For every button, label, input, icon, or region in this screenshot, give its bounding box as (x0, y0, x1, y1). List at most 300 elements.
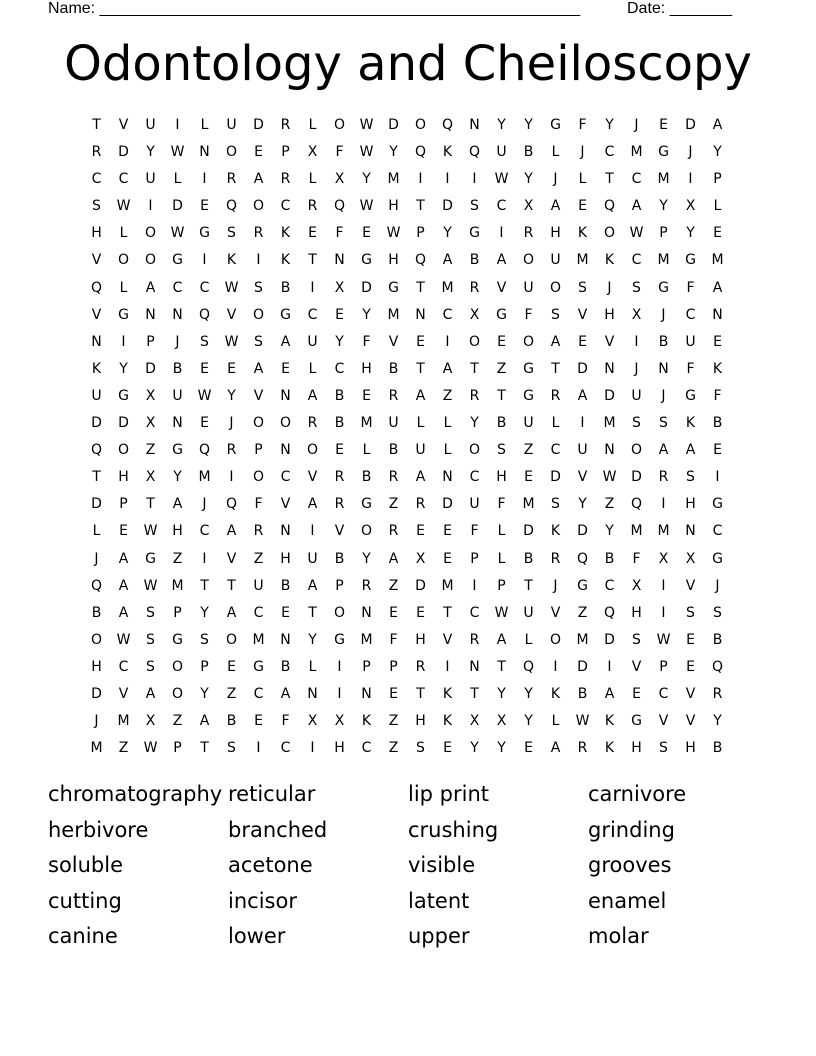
grid-letter: T (92, 469, 101, 486)
grid-letter: R (253, 523, 264, 540)
grid-letter: Y (686, 225, 695, 242)
grid-letter: J (175, 333, 180, 350)
grid-letter: N (334, 252, 345, 269)
grid-letter: Y (146, 144, 155, 161)
grid-letter: Y (605, 117, 614, 133)
grid-letter: E (362, 225, 371, 242)
grid-letter: K (604, 740, 615, 757)
grid-letter: J (715, 577, 720, 594)
grid-letter: O (522, 333, 535, 350)
grid-letter: N (280, 631, 291, 648)
grid-letter: N (280, 523, 291, 540)
grid-letter: P (470, 550, 479, 567)
grid-letter: H (631, 740, 642, 757)
grid-letter: H (550, 225, 561, 242)
grid-letter: I (202, 550, 207, 567)
grid-letter: M (603, 415, 616, 432)
word-list-item: acetone (228, 853, 313, 878)
grid-letter: I (202, 171, 207, 188)
grid-letter: F (497, 496, 506, 513)
grid-letter: W (575, 713, 590, 730)
grid-letter: E (389, 685, 398, 702)
grid-letter: M (630, 523, 643, 540)
grid-letter: O (306, 442, 319, 459)
grid-letter: L (119, 225, 128, 242)
grid-letter: A (118, 577, 129, 594)
grid-letter: N (469, 658, 480, 675)
grid-letter: E (659, 117, 668, 133)
grid-letter: V (631, 658, 642, 675)
grid-letter: U (145, 117, 156, 133)
grid-letter: I (661, 604, 666, 621)
grid-letter: O (252, 198, 265, 215)
grid-letter: B (388, 442, 399, 459)
grid-letter: D (577, 360, 588, 377)
grid-letter: Y (443, 225, 452, 242)
grid-letter: G (712, 550, 723, 567)
grid-letter: R (712, 685, 723, 702)
grid-letter: R (469, 387, 480, 404)
grid-letter: T (200, 577, 209, 594)
grid-letter: E (227, 360, 236, 377)
grid-letter: E (713, 225, 722, 242)
grid-letter: I (418, 171, 423, 188)
grid-letter: Z (253, 550, 264, 567)
grid-letter: I (256, 252, 261, 269)
grid-letter: P (254, 442, 263, 459)
grid-letter: I (607, 658, 612, 675)
grid-letter: B (280, 279, 291, 296)
grid-letter: K (361, 713, 372, 730)
grid-letter: V (118, 117, 129, 133)
grid-letter: B (280, 658, 291, 675)
grid-letter: B (523, 144, 534, 161)
grid-letter: V (685, 713, 696, 730)
grid-letter: Y (470, 415, 479, 432)
grid-letter: A (604, 685, 615, 702)
grid-letter: M (198, 469, 211, 486)
grid-letter: D (415, 577, 426, 594)
grid-letter: G (253, 658, 264, 675)
grid-letter: E (416, 333, 425, 350)
grid-letter: E (200, 415, 209, 432)
word-list-item: crushing (408, 817, 499, 842)
grid-letter: P (713, 171, 722, 188)
grid-letter: N (604, 360, 615, 377)
grid-letter: K (550, 685, 561, 702)
grid-letter: F (335, 225, 344, 242)
grid-letter: I (499, 225, 504, 242)
grid-letter: C (334, 360, 345, 377)
grid-letter: Q (333, 198, 346, 215)
grid-letter: V (91, 252, 102, 269)
grid-letter: F (470, 523, 479, 540)
grid-letter: N (172, 415, 183, 432)
grid-letter: V (577, 306, 588, 323)
grid-letter: V (226, 306, 237, 323)
grid-letter: I (337, 685, 342, 702)
grid-letter: A (280, 685, 291, 702)
grid-letter: Q (576, 550, 589, 567)
grid-letter: E (281, 604, 290, 621)
grid-letter: H (280, 550, 291, 567)
grid-letter: Y (362, 306, 371, 323)
grid-letter: N (361, 685, 372, 702)
grid-letter: I (715, 469, 720, 486)
grid-letter: Q (225, 496, 238, 513)
grid-letter: G (685, 387, 696, 404)
grid-letter: C (280, 469, 291, 486)
grid-letter: T (200, 740, 209, 757)
grid-letter: U (523, 415, 534, 432)
grid-letter: N (91, 333, 102, 350)
grid-letter: Y (497, 117, 506, 133)
grid-letter: L (551, 144, 560, 161)
grid-letter: A (118, 550, 129, 567)
grid-letter: R (226, 442, 237, 459)
grid-letter: C (118, 658, 129, 675)
grid-letter: C (442, 306, 453, 323)
grid-letter: F (686, 279, 695, 296)
grid-letter: R (280, 117, 291, 133)
grid-letter: B (388, 360, 399, 377)
grid-letter: M (522, 496, 535, 513)
grid-letter: N (685, 523, 696, 540)
grid-letter: D (361, 279, 372, 296)
grid-letter: S (578, 279, 587, 296)
grid-letter: Q (603, 604, 616, 621)
grid-letter: A (145, 279, 156, 296)
grid-letter: C (712, 523, 723, 540)
grid-letter: I (472, 577, 477, 594)
grid-letter: Q (225, 198, 238, 215)
grid-letter: D (631, 469, 642, 486)
grid-letter: N (280, 387, 291, 404)
grid-letter: E (713, 442, 722, 459)
grid-letter: D (91, 685, 102, 702)
grid-letter: S (470, 198, 479, 215)
grid-letter: A (712, 279, 723, 296)
grid-letter: G (523, 387, 534, 404)
grid-letter: K (91, 360, 102, 377)
grid-letter: P (173, 740, 182, 757)
grid-letter: F (632, 550, 641, 567)
grid-letter: Q (468, 144, 481, 161)
grid-letter: P (416, 225, 425, 242)
grid-letter: Q (414, 144, 427, 161)
grid-letter: N (415, 306, 426, 323)
word-list-item: molar (588, 924, 649, 949)
grid-letter: Y (524, 117, 533, 133)
grid-letter: A (550, 198, 561, 215)
grid-letter: J (661, 306, 666, 323)
grid-letter: W (116, 631, 131, 648)
grid-letter: M (252, 631, 265, 648)
grid-letter: A (145, 685, 156, 702)
grid-letter: A (253, 360, 264, 377)
grid-letter: K (604, 252, 615, 269)
grid-letter: D (442, 198, 453, 215)
grid-letter: M (657, 523, 670, 540)
grid-letter: L (308, 171, 317, 188)
grid-letter: J (553, 171, 558, 188)
grid-letter: M (441, 577, 454, 594)
grid-letter: Z (577, 604, 588, 621)
grid-letter: Z (226, 685, 237, 702)
grid-letter: U (685, 333, 696, 350)
grid-letter: A (253, 171, 264, 188)
grid-letter: Z (172, 713, 183, 730)
grid-letter: B (712, 415, 723, 432)
grid-letter: Q (90, 442, 103, 459)
grid-letter: C (604, 577, 615, 594)
grid-letter: A (118, 604, 129, 621)
grid-letter: L (362, 442, 371, 459)
grid-letter: V (604, 333, 615, 350)
grid-letter: J (688, 144, 693, 161)
grid-letter: C (631, 252, 642, 269)
grid-letter: V (658, 713, 669, 730)
grid-letter: C (469, 469, 480, 486)
grid-letter: E (497, 333, 506, 350)
grid-letter: G (361, 496, 372, 513)
grid-letter: C (550, 442, 561, 459)
grid-letter: C (253, 685, 264, 702)
grid-letter: A (442, 252, 453, 269)
grid-letter: S (227, 225, 236, 242)
grid-letter: W (386, 225, 401, 242)
grid-letter: Y (308, 631, 317, 648)
grid-letter: Q (198, 306, 211, 323)
grid-letter: I (445, 658, 450, 675)
word-list-item: herbivore (48, 817, 149, 842)
grid-letter: Z (523, 442, 534, 459)
grid-letter: N (199, 144, 210, 161)
grid-letter: H (415, 713, 426, 730)
grid-letter: Q (522, 658, 535, 675)
word-list-item: enamel (588, 888, 667, 913)
grid-letter: K (280, 225, 291, 242)
grid-letter: Y (200, 604, 209, 621)
grid-letter: I (337, 658, 342, 675)
grid-letter: X (496, 713, 507, 730)
grid-letter: N (442, 469, 453, 486)
grid-letter: U (307, 550, 318, 567)
grid-letter: E (416, 604, 425, 621)
grid-letter: M (387, 171, 400, 188)
grid-letter: O (225, 144, 238, 161)
grid-letter: C (118, 171, 129, 188)
grid-letter: Z (388, 496, 399, 513)
grid-letter: A (442, 360, 453, 377)
grid-letter: V (253, 387, 264, 404)
grid-letter: T (443, 604, 452, 621)
grid-letter: N (172, 306, 183, 323)
grid-letter: K (577, 225, 588, 242)
grid-letter: O (468, 442, 481, 459)
grid-letter: H (604, 306, 615, 323)
grid-letter: Z (172, 550, 183, 567)
grid-letter: I (445, 333, 450, 350)
grid-letter: Y (524, 171, 533, 188)
grid-letter: J (94, 550, 99, 567)
grid-letter: A (388, 550, 399, 567)
grid-letter: H (91, 225, 102, 242)
grid-letter: W (359, 144, 374, 161)
grid-letter: N (604, 442, 615, 459)
grid-letter: R (388, 523, 399, 540)
grid-letter: V (577, 469, 588, 486)
grid-letter: P (659, 225, 668, 242)
grid-letter: D (577, 658, 588, 675)
grid-letter: T (524, 577, 533, 594)
grid-letter: O (90, 631, 103, 648)
grid-letter: F (254, 496, 263, 513)
grid-letter: Z (388, 740, 399, 757)
grid-letter: B (226, 713, 237, 730)
grid-letter: R (361, 577, 372, 594)
grid-letter: U (577, 442, 588, 459)
grid-letter: O (414, 117, 427, 133)
grid-letter: B (334, 550, 345, 567)
grid-letter: O (144, 225, 157, 242)
grid-letter: G (577, 577, 588, 594)
grid-letter: W (143, 523, 158, 540)
grid-letter: E (713, 333, 722, 350)
grid-letter: U (523, 279, 534, 296)
grid-letter: N (280, 442, 291, 459)
grid-letter: E (416, 523, 425, 540)
grid-letter: N (658, 360, 669, 377)
word-list-item: branched (228, 817, 328, 842)
grid-letter: D (172, 198, 183, 215)
grid-letter: X (334, 713, 345, 730)
grid-letter: X (334, 171, 345, 188)
grid-letter: R (307, 415, 318, 432)
grid-letter: A (685, 442, 696, 459)
grid-letter: G (712, 496, 723, 513)
grid-letter: A (496, 252, 507, 269)
grid-letter: E (389, 604, 398, 621)
grid-letter: A (172, 496, 183, 513)
grid-letter: K (442, 685, 453, 702)
grid-letter: R (334, 496, 345, 513)
grid-letter: G (469, 225, 480, 242)
grid-letter: O (603, 225, 616, 242)
grid-letter: C (253, 604, 264, 621)
grid-letter: X (334, 279, 345, 296)
grid-letter: O (549, 279, 562, 296)
grid-letter: O (144, 252, 157, 269)
grid-letter: L (200, 117, 209, 133)
grid-letter: L (713, 198, 722, 215)
grid-letter: Y (524, 713, 533, 730)
grid-letter: I (202, 252, 207, 269)
grid-letter: G (685, 252, 696, 269)
grid-letter: W (170, 225, 185, 242)
grid-letter: V (496, 279, 507, 296)
grid-letter: H (415, 631, 426, 648)
grid-letter: R (280, 171, 291, 188)
grid-letter: O (117, 442, 130, 459)
grid-letter: G (334, 631, 345, 648)
word-list-item: cutting (48, 888, 122, 913)
grid-letter: E (362, 387, 371, 404)
grid-letter: T (416, 198, 425, 215)
grid-letter: S (686, 604, 695, 621)
grid-letter: X (145, 387, 156, 404)
grid-letter: G (388, 279, 399, 296)
grid-letter: T (497, 658, 506, 675)
grid-letter: A (415, 469, 426, 486)
grid-letter: O (171, 658, 184, 675)
grid-letter: M (630, 144, 643, 161)
grid-letter: K (604, 713, 615, 730)
grid-letter: L (524, 631, 533, 648)
grid-letter: Y (713, 713, 722, 730)
grid-letter: R (307, 198, 318, 215)
grid-letter: T (146, 496, 155, 513)
grid-letter: C (91, 171, 102, 188)
date-field-label: Date: _______ (627, 0, 732, 17)
grid-letter: X (145, 713, 156, 730)
grid-letter: A (226, 523, 237, 540)
grid-letter: Z (496, 360, 507, 377)
grid-letter: Y (470, 740, 479, 757)
grid-letter: B (712, 740, 723, 757)
grid-letter: M (387, 306, 400, 323)
grid-letter: X (631, 577, 642, 594)
grid-letter: J (634, 360, 639, 377)
grid-letter: I (661, 496, 666, 513)
grid-letter: K (550, 523, 561, 540)
grid-letter: X (685, 198, 696, 215)
grid-letter: A (550, 333, 561, 350)
grid-letter: L (443, 415, 452, 432)
grid-letter: S (227, 740, 236, 757)
grid-letter: A (658, 442, 669, 459)
grid-letter: G (631, 713, 642, 730)
grid-letter: V (91, 306, 102, 323)
grid-letter: V (685, 577, 696, 594)
grid-letter: G (496, 306, 507, 323)
grid-letter: R (469, 631, 480, 648)
grid-letter: B (361, 469, 372, 486)
grid-letter: B (604, 550, 615, 567)
grid-letter: J (94, 713, 99, 730)
grid-letter: A (415, 387, 426, 404)
grid-letter: J (634, 117, 639, 133)
grid-letter: V (280, 496, 291, 513)
grid-letter: G (145, 550, 156, 567)
grid-letter: D (604, 631, 615, 648)
grid-letter: O (117, 252, 130, 269)
grid-letter: U (415, 442, 426, 459)
grid-letter: I (553, 658, 558, 675)
grid-letter: U (496, 144, 507, 161)
grid-letter: E (443, 740, 452, 757)
grid-letter: O (252, 469, 265, 486)
grid-letter: P (497, 577, 506, 594)
grid-letter: Q (414, 252, 427, 269)
grid-letter: I (256, 740, 261, 757)
grid-letter: S (146, 604, 155, 621)
grid-letter: R (253, 225, 264, 242)
grid-letter: G (280, 306, 291, 323)
grid-letter: B (334, 415, 345, 432)
grid-letter: M (576, 252, 589, 269)
grid-letter: I (310, 740, 315, 757)
